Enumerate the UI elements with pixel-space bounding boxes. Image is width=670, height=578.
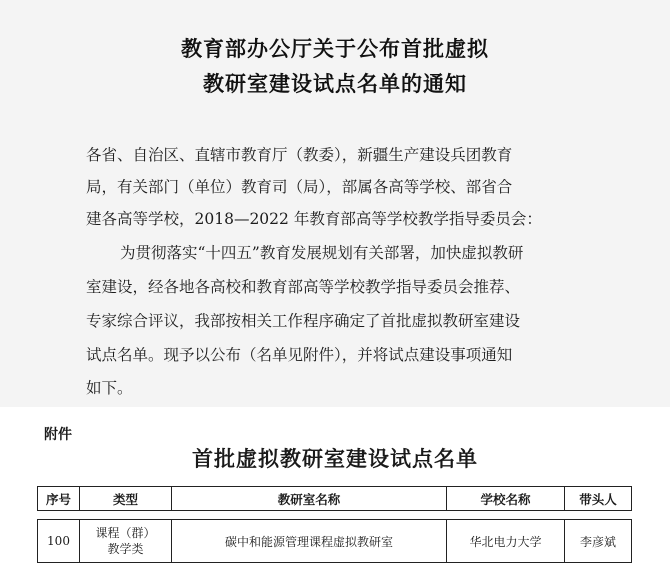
cell-leader: 李彦斌 <box>565 520 632 563</box>
pilot-list-table <box>37 486 632 563</box>
column-header-number: 序号 <box>38 487 80 511</box>
cell-type <box>80 520 172 563</box>
column-header-name: 教研室名称 <box>172 487 447 511</box>
salutation-line-3: 建各高等学校，2018—2022 年教育部高等学校教学指导委员会： <box>86 210 542 228</box>
body-line-2: 室建设，经各地各高校和教育部高等学校教学指导委员会推荐、 <box>86 278 521 296</box>
salutation-line-2: 局，有关部门（单位）教育司（局），部属各高等学校、部省合 <box>86 178 513 196</box>
body-line-1: 为贯彻落实“十四五”教育发展规划有关部署，加快虚拟教研 <box>120 244 524 262</box>
notice-title-line-1: 教育部办公厅关于公布首批虚拟 <box>181 36 489 61</box>
table-row <box>38 520 632 563</box>
table-header-row <box>38 487 632 511</box>
column-header-leader: 带头人 <box>565 487 632 511</box>
cell-type-line-1: 课程（群） <box>95 526 156 540</box>
cell-number: 100 <box>38 520 80 563</box>
attachment-section <box>0 407 670 578</box>
table-gap-row <box>38 511 632 520</box>
cell-office-name: 碳中和能源管理课程虚拟教研室 <box>172 520 447 563</box>
cell-school: 华北电力大学 <box>447 520 565 563</box>
notice-title-line-2: 教研室建设试点名单的通知 <box>203 71 467 96</box>
cell-type-line-2: 教学类 <box>107 542 144 556</box>
column-header-school: 学校名称 <box>447 487 565 511</box>
column-header-type: 类型 <box>80 487 172 511</box>
attachment-title: 首批虚拟教研室建设试点名单 <box>192 447 478 471</box>
attachment-label: 附件 <box>44 427 72 443</box>
body-line-3: 专家综合评议，我部按相关工作程序确定了首批虚拟教研室建设 <box>86 312 521 330</box>
body-line-4: 试点名单。现予以公布（名单见附件），并将试点建设事项通知 <box>86 346 513 364</box>
body-line-5: 如下。 <box>86 379 133 397</box>
salutation-line-1: 各省、自治区、直辖市教育厅（教委），新疆生产建设兵团教育 <box>86 146 513 164</box>
